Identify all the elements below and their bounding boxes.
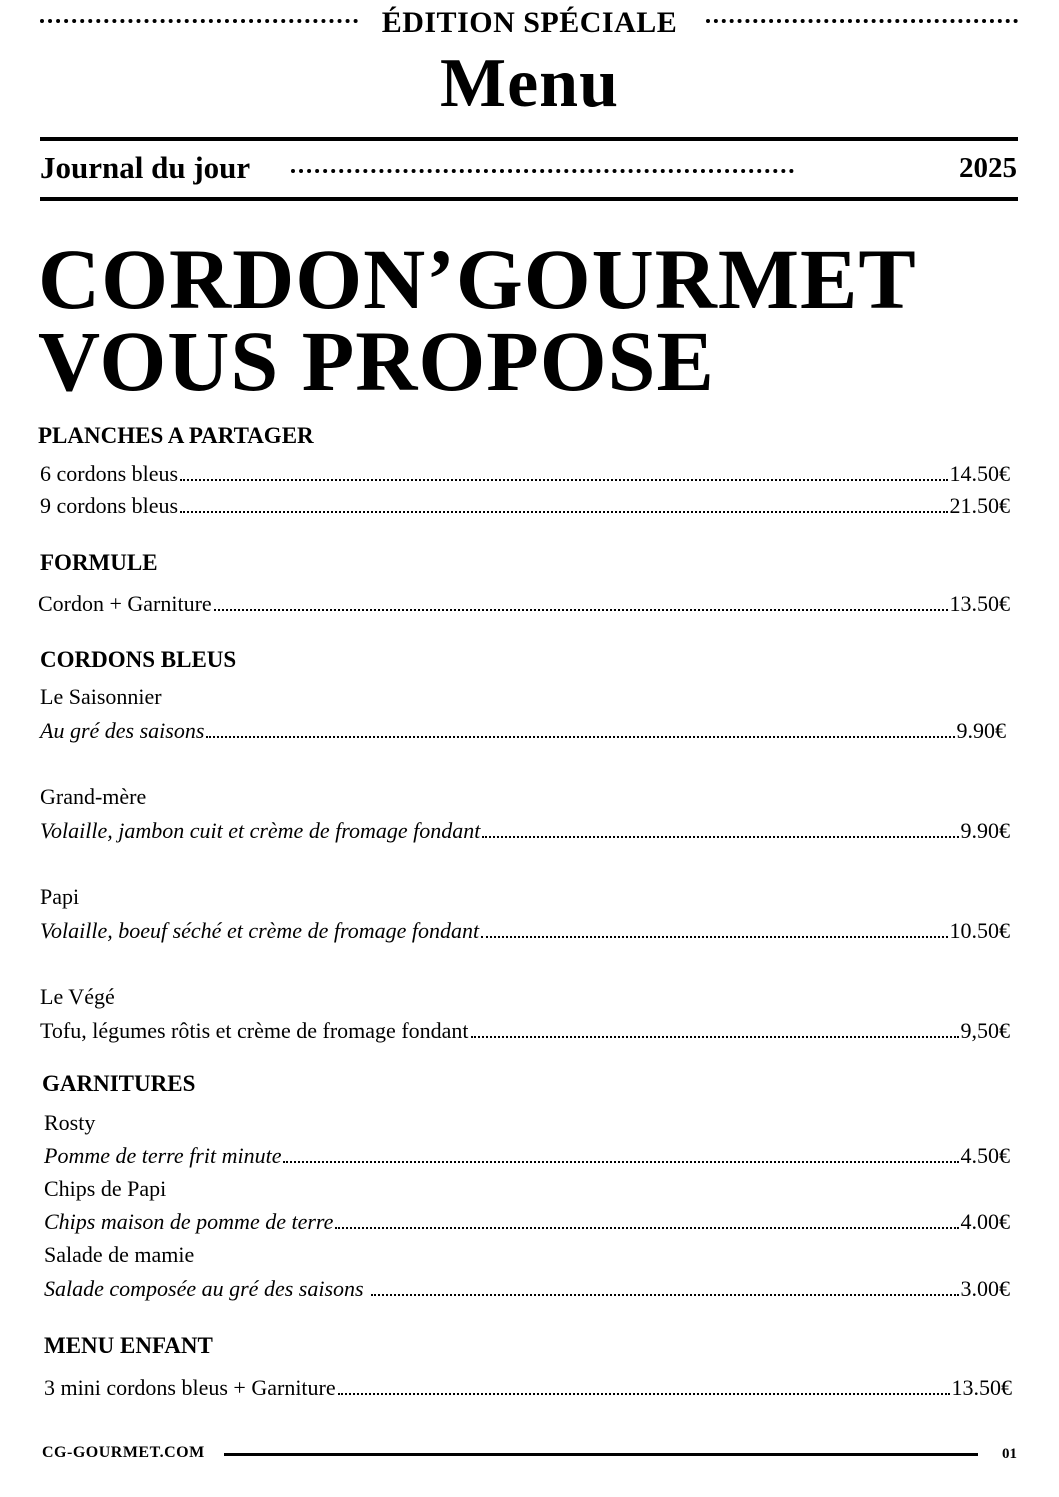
journal-dotted-rule xyxy=(291,169,794,173)
masthead-title: Menu xyxy=(440,45,619,122)
headline-line-2: VOUS PROPOSE xyxy=(38,313,715,409)
footer-website: CG-GOURMET.COM xyxy=(42,1444,205,1461)
section-title-garnitures: GARNITURES xyxy=(42,1071,196,1096)
item-description: Au gré des saisons xyxy=(40,718,205,743)
dot-leader xyxy=(335,1227,958,1229)
item-name: Salade de mamie xyxy=(44,1242,195,1267)
item-price: 9,50€ xyxy=(960,1018,1010,1043)
menu-item xyxy=(40,818,1010,844)
menu-item xyxy=(44,1209,1010,1235)
dot-leader xyxy=(371,1294,958,1296)
item-name: Grand-mère xyxy=(40,784,147,809)
item-description: Volaille, jambon cuit et crème de fromage fondant xyxy=(40,818,481,843)
menu-item xyxy=(40,461,1010,487)
item-name: Le Végé xyxy=(40,984,115,1009)
footer-rule xyxy=(224,1453,978,1456)
item-description: Salade composée au gré des saisons xyxy=(44,1276,370,1301)
menu-item xyxy=(40,493,1010,519)
menu-item xyxy=(40,718,1006,744)
dot-leader xyxy=(471,1036,959,1038)
menu-item xyxy=(40,1018,1010,1044)
dot-leader xyxy=(338,1393,950,1395)
item-price: 13.50€ xyxy=(949,591,1010,616)
item-price: 21.50€ xyxy=(949,493,1010,518)
page-number: 01 xyxy=(1002,1446,1017,1462)
year-label: 2025 xyxy=(959,152,1017,184)
menu-item xyxy=(44,1143,1010,1169)
section-title-enfant: MENU ENFANT xyxy=(44,1333,213,1358)
dot-leader xyxy=(482,836,958,838)
item-name: Le Saisonnier xyxy=(40,684,162,709)
item-price: 10.50€ xyxy=(949,918,1010,943)
item-description: Tofu, légumes rôtis et crème de fromage fondant xyxy=(40,1018,469,1043)
item-description: Volaille, boeuf séché et crème de fromage fondant xyxy=(40,918,480,943)
item-label: 9 cordons bleus xyxy=(40,493,179,518)
item-price: 3.00€ xyxy=(960,1276,1010,1301)
item-price: 9.90€ xyxy=(960,818,1010,843)
section-title-cordons: CORDONS BLEUS xyxy=(40,647,237,672)
item-price: 9.90€ xyxy=(956,718,1006,743)
menu-item xyxy=(44,1276,1010,1302)
dot-leader xyxy=(214,609,948,611)
item-price: 14.50€ xyxy=(949,461,1010,486)
header-dotted-rule-right xyxy=(706,19,1018,23)
item-label: Cordon + Garniture xyxy=(38,591,212,616)
top-rule xyxy=(40,137,1018,141)
item-name: Papi xyxy=(40,884,80,909)
item-name: Chips de Papi xyxy=(44,1176,167,1201)
menu-item xyxy=(40,918,1010,944)
bottom-rule xyxy=(40,197,1018,201)
dot-leader xyxy=(180,479,947,481)
menu-item xyxy=(44,1375,1012,1401)
item-description: Pomme de terre frit minute xyxy=(44,1143,282,1168)
dot-leader xyxy=(283,1161,958,1163)
dot-leader xyxy=(481,936,947,938)
headline-line-1: CORDON’GOURMET xyxy=(38,231,917,327)
item-label: 6 cordons bleus xyxy=(40,461,179,486)
item-label: 3 mini cordons bleus + Garniture xyxy=(44,1375,336,1400)
section-title-formule: FORMULE xyxy=(40,550,158,575)
dot-leader xyxy=(206,736,954,738)
item-price: 4.50€ xyxy=(960,1143,1010,1168)
dot-leader xyxy=(180,511,947,513)
menu-item xyxy=(38,591,1010,617)
edition-label: ÉDITION SPÉCIALE xyxy=(381,6,678,39)
section-title-planches: PLANCHES A PARTAGER xyxy=(38,423,314,448)
item-description: Chips maison de pomme de terre xyxy=(44,1209,334,1234)
item-name: Rosty xyxy=(44,1110,96,1135)
item-price: 4.00€ xyxy=(960,1209,1010,1234)
journal-label: Journal du jour xyxy=(40,150,251,185)
item-price: 13.50€ xyxy=(951,1375,1012,1400)
